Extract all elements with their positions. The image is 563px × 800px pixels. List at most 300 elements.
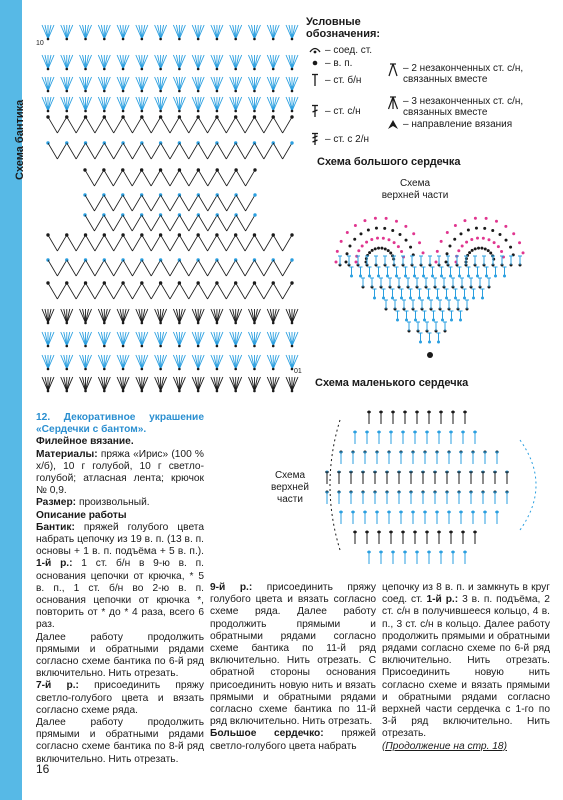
crochet-stitch [189, 170, 198, 186]
crochet-stitch [273, 117, 282, 133]
crochet-stitch [283, 260, 292, 276]
legend-title: Условные обозначения: [306, 16, 381, 40]
chain-stitch [465, 241, 468, 244]
crochet-stitch [264, 143, 273, 159]
continued-link[interactable]: (Продолжение на стр. 18) [382, 740, 507, 752]
chain-stitch [65, 233, 68, 236]
crochet-stitch [189, 117, 198, 133]
chain-stitch [336, 250, 339, 253]
chain-stitch [84, 68, 87, 71]
chain-stitch [216, 90, 219, 93]
crochet-stitch [198, 283, 207, 299]
single-crochet-icon [308, 73, 322, 87]
chain-stitch [178, 345, 181, 348]
chain-stitch [487, 238, 490, 241]
crochet-stitch [132, 235, 141, 251]
chain-stitch [141, 368, 144, 371]
crochet-stitch [208, 235, 217, 251]
heart-instructions-cont: цепочку из 8 в. п. и замкнуть в круг соед. ст. 1-й р.: 3 в. п. подъёма, 2 ст. с/н в получившееся кольцо, 4 в. п., 3 ст. с/н в кольцо. Далее работу продолжить прямыми и обратными рядами согласно схеме по 6-й ряд включительно. Нить отрезать. Присоединить новую нить согласно схеме и вязать прямыми и обратными рядами согласно верхней части сердечка с 1-го по 3-й ряд включительно. Нить отрезать. [382, 582, 550, 740]
big-heart-svg [305, 170, 555, 370]
treble-crochet-icon [308, 132, 322, 146]
chain-stitch [405, 239, 408, 242]
crochet-stitch [142, 170, 151, 186]
chain-stitch [122, 110, 125, 113]
chain-stitch [234, 390, 237, 393]
chain-stitch [178, 68, 181, 71]
chain-stitch [290, 281, 293, 284]
legend-item-three-together: – 3 незаконченных ст. с/н, связанных вместе [386, 96, 523, 118]
chain-stitch [367, 229, 370, 232]
chain-stitch [476, 237, 479, 240]
legend-item-single-crochet: – ст. б/н [308, 73, 361, 87]
materials: Материалы: пряжа «Ирис» (100 % х/б), 10 г голубой, 10 г светло-голубой; атласная лента; крючок № 0,9. [36, 448, 204, 497]
crochet-stitch [179, 283, 188, 299]
chain-stitch [387, 238, 390, 241]
chain-stitch [122, 390, 125, 393]
crochet-stitch [226, 283, 235, 299]
crochet-stitch [264, 260, 273, 276]
crochet-stitch [273, 283, 282, 299]
chain-stitch [290, 233, 293, 236]
crochet-stitch [226, 117, 235, 133]
crochet-stitch [95, 283, 104, 299]
chain-stitch [234, 368, 237, 371]
crochet-stitch [114, 283, 123, 299]
chain-stitch [454, 224, 457, 227]
crochet-stitch [151, 170, 160, 186]
chain-stitch [159, 322, 162, 325]
chain-stitch [141, 345, 144, 348]
chain-stitch [122, 368, 125, 371]
chain-stitch [495, 220, 498, 223]
crochet-stitch [170, 117, 179, 133]
chain-stitch [375, 227, 378, 230]
crochet-stitch [236, 117, 245, 133]
row7-instructions: 7-й р.: присоединить пряжу светло-голубого цвета и вязать согласно схеме ряда. [36, 680, 204, 716]
small-heart-title: Схема маленького сердечка [315, 377, 469, 389]
crochet-stitch [179, 117, 188, 133]
chain-stitch [216, 68, 219, 71]
chain-stitch [291, 68, 294, 71]
crochet-stitch [179, 143, 188, 159]
chain-stitch [103, 90, 106, 93]
chain-stitch [448, 245, 451, 248]
chain-stitch [84, 368, 87, 371]
chain-stitch [216, 110, 219, 113]
chain-stitch [216, 345, 219, 348]
chain-stitch [47, 90, 50, 93]
crochet-stitch [208, 170, 217, 186]
chain-stitch [159, 390, 162, 393]
crochet-stitch [113, 215, 122, 231]
crochet-stitch [123, 143, 132, 159]
bow-row-number-top: 10 [36, 40, 44, 47]
crochet-stitch [189, 260, 198, 276]
chain-stitch [435, 261, 438, 264]
chain-stitch [272, 38, 275, 41]
chain-stitch [393, 241, 396, 244]
chain-stitch [84, 90, 87, 93]
crochet-stitch [67, 117, 76, 133]
crochet-stitch [246, 215, 255, 231]
chain-stitch [141, 390, 144, 393]
chain-stitch [122, 38, 125, 41]
chain-stitch [291, 345, 294, 348]
crochet-stitch [273, 260, 282, 276]
legend-item-direction: – направление вязания [386, 117, 512, 131]
crochet-stitch [142, 143, 151, 159]
chain-stitch [159, 90, 162, 93]
crochet-stitch [264, 117, 273, 133]
chain-stitch [505, 239, 508, 242]
chain-stitch [340, 240, 343, 243]
crochet-stitch [76, 143, 85, 159]
chain-stitch [47, 345, 50, 348]
crochet-stitch [151, 117, 160, 133]
crochet-stitch [217, 143, 226, 159]
crochet-stitch [245, 260, 254, 276]
bow-diagram-label: Схема бантика [14, 99, 26, 180]
crochet-stitch [161, 283, 170, 299]
chain-stitch [159, 368, 162, 371]
chain-stitch [348, 245, 351, 248]
crochet-stitch [226, 235, 235, 251]
chain-stitch [491, 229, 494, 232]
bow-continue-1: Далее работу продолжить прямыми и обратными рядами согласно схеме бантика по 6-й ряд включительно. Нить отрезать. [36, 631, 204, 680]
two-dc-together-icon [386, 63, 400, 77]
section-title: 12. Декоративное украшение «Сердечки с бантом». [36, 412, 204, 436]
chain-stitch [272, 68, 275, 71]
crochet-stitch [198, 117, 207, 133]
chain-stitch [103, 368, 106, 371]
size: Размер: произвольный. [36, 497, 150, 509]
crochet-stitch [161, 143, 170, 159]
chain-stitch [47, 38, 50, 41]
crochet-stitch [189, 235, 198, 251]
chain-stitch [291, 90, 294, 93]
chain-stitch [122, 90, 125, 93]
chain-stitch [459, 232, 462, 235]
chain-stitch [65, 390, 68, 393]
chain-stitch [65, 38, 68, 41]
chain-stitch [253, 345, 256, 348]
chain-stitch [409, 246, 412, 249]
three-dc-together-icon [386, 96, 400, 110]
crochet-stitch [86, 143, 95, 159]
crochet-stitch [273, 143, 282, 159]
chain-stitch [65, 258, 68, 261]
chain-stitch [370, 238, 373, 241]
crochet-stitch [226, 260, 235, 276]
chain-stitch [374, 247, 377, 250]
crochet-stitch [170, 260, 179, 276]
crochet-stitch [198, 215, 207, 231]
chain-stitch [47, 368, 50, 371]
chain-stitch [522, 251, 525, 254]
chain-stitch [103, 38, 106, 41]
crochet-stitch [217, 215, 226, 231]
chain-stitch [84, 390, 87, 393]
crochet-stitch [208, 283, 217, 299]
crochet-stitch [76, 117, 85, 133]
crochet-stitch [104, 143, 113, 159]
crochet-stitch [123, 215, 132, 231]
chain-stitch [512, 232, 515, 235]
crochet-stitch [226, 143, 235, 159]
bow-diagram [30, 15, 302, 395]
chain-stitch [253, 193, 256, 196]
crochet-stitch [161, 170, 170, 186]
crochet-stitch [208, 195, 217, 211]
crochet-stitch [86, 235, 95, 251]
chain-stitch [65, 141, 68, 144]
crochet-stitch [48, 235, 57, 251]
chain-stitch [216, 322, 219, 325]
chain-stitch [504, 225, 507, 228]
chain-stitch [389, 252, 392, 255]
chain-stitch [197, 68, 200, 71]
chain-stitch [65, 68, 68, 71]
crochet-stitch [217, 170, 226, 186]
chain-stitch [412, 232, 415, 235]
chain-stitch [103, 345, 106, 348]
chain-icon [308, 56, 322, 70]
chain-stitch [178, 38, 181, 41]
crochet-stitch [246, 195, 255, 211]
legend-item-treble-crochet: – ст. с 2/н [308, 132, 369, 146]
crochet-stitch [104, 195, 113, 211]
crochet-stitch [151, 283, 160, 299]
crochet-stitch [67, 143, 76, 159]
chain-stitch [290, 115, 293, 118]
crochet-stitch [142, 195, 151, 211]
big-heart-diagram [305, 170, 555, 370]
chain-stitch [234, 68, 237, 71]
chain-stitch [463, 219, 466, 222]
chain-stitch [474, 217, 477, 220]
crochet-stitch [95, 260, 104, 276]
crochet-stitch [217, 195, 226, 211]
text-column-3 [382, 582, 550, 753]
chain-stitch [197, 110, 200, 113]
chain-stitch [290, 258, 293, 261]
chain-stitch [84, 322, 87, 325]
big-heart-note: Схема верхней части [381, 178, 449, 201]
chain-stitch [461, 244, 464, 247]
chain-stitch [291, 368, 294, 371]
chain-stitch [141, 38, 144, 41]
chain-stitch [159, 345, 162, 348]
chain-stitch [253, 213, 256, 216]
crochet-stitch [48, 117, 57, 133]
chain-stitch [272, 90, 275, 93]
chain-stitch [368, 251, 371, 254]
crochet-stitch [217, 260, 226, 276]
crochet-stitch [123, 283, 132, 299]
crochet-stitch [246, 170, 255, 186]
chain-stitch [361, 244, 364, 247]
crochet-stitch [123, 235, 132, 251]
chain-stitch [65, 281, 68, 284]
crochet-stitch [142, 260, 151, 276]
crochet-stitch [236, 260, 245, 276]
chain-stitch [485, 217, 488, 220]
crochet-stitch [189, 143, 198, 159]
chain-stitch [197, 345, 200, 348]
chain-stitch [468, 251, 471, 254]
crochet-stitch [151, 260, 160, 276]
bow-instructions: Бантик: пряжей голубого цвета набрать цепочку из 19 в. п. (13 в. п. основы + 1 в. п. подъёма + 5 в. п.). 1-й р.: 1 ст. б/н в 9-ю в. п. основания цепочки от крючка, * 5 в. п., 1 ст. б/н во 2-ю в. п. основания цепочки от крючка *, повторить от * до * 4 раза, всего 6 раз. [36, 521, 204, 631]
chain-stitch [376, 237, 379, 240]
row9-instructions: 9-й р.: присоединить пряжу голубого цвета и вязать согласно схеме ряда. Далее работу продолжить прямыми и обратными рядами согласно схеме бантика по 11-й ряд включительно. Нить отрезать. С обратной стороны основания присоединить новую нить и вязать прямыми и обратными рядами согласно схеме бантика по 11-й ряд включительно. Нить отрезать. [210, 582, 376, 728]
crochet-stitch [264, 283, 273, 299]
crochet-stitch [104, 170, 113, 186]
chain-stitch [253, 90, 256, 93]
chain-stitch [359, 232, 362, 235]
crochet-stitch [283, 117, 292, 133]
chain-stitch [141, 322, 144, 325]
small-heart-note: Схема верхней части [271, 470, 309, 505]
crochet-stitch [245, 143, 254, 159]
chain-stitch [489, 252, 492, 255]
crochet-stitch [104, 215, 113, 231]
chain-stitch [290, 141, 293, 144]
crochet-stitch [179, 170, 188, 186]
crochet-stitch [151, 195, 160, 211]
chain-stitch [234, 38, 237, 41]
chain-stitch [335, 261, 338, 264]
chain-stitch [363, 219, 366, 222]
crochet-stitch [76, 260, 85, 276]
chain-stitch [365, 241, 368, 244]
big-heart-instructions: Большое сердечко: пряжей светло-голубого цвета набрать [210, 728, 376, 752]
crochet-stitch [208, 143, 217, 159]
crochet-stitch [132, 143, 141, 159]
crochet-stitch [189, 195, 198, 211]
crochet-stitch [254, 260, 263, 276]
crochet-stitch [142, 215, 151, 231]
chain-stitch [178, 390, 181, 393]
crochet-stitch [57, 117, 66, 133]
crochet-stitch [57, 283, 66, 299]
description-heading: Описание работы [36, 509, 127, 521]
chain-stitch [197, 90, 200, 93]
chain-stitch [467, 229, 470, 232]
crochet-stitch [48, 283, 57, 299]
chain-stitch [216, 368, 219, 371]
crochet-stitch [113, 195, 122, 211]
chain-stitch [47, 110, 50, 113]
chain-stitch [404, 225, 407, 228]
chain-stitch [474, 247, 477, 250]
crochet-stitch [227, 170, 236, 186]
chain-stitch [483, 227, 486, 230]
crochet-stitch [170, 215, 179, 231]
chain-stitch [159, 68, 162, 71]
crochet-stitch [179, 195, 188, 211]
direction-arrow-icon [386, 117, 400, 131]
crochet-stitch [114, 117, 123, 133]
chain-stitch [47, 322, 50, 325]
crochet-stitch [236, 283, 245, 299]
chain-stitch [480, 247, 483, 250]
chain-stitch [122, 345, 125, 348]
crochet-stitch [170, 235, 179, 251]
crochet-stitch [227, 195, 236, 211]
chain-stitch [377, 247, 380, 250]
chain-stitch [471, 249, 474, 252]
chain-stitch [272, 345, 275, 348]
crochet-stitch [254, 143, 263, 159]
chain-stitch [427, 352, 433, 358]
crochet-stitch [236, 195, 245, 211]
crochet-stitch [170, 143, 179, 159]
crochet-stitch [161, 235, 170, 251]
crochet-stitch [189, 283, 198, 299]
chain-stitch [509, 246, 512, 249]
chain-stitch [291, 390, 294, 393]
crochet-stitch [123, 170, 132, 186]
chain-stitch [422, 251, 425, 254]
heart-lobe-arc [330, 420, 340, 550]
crochet-stitch [67, 260, 76, 276]
crochet-stitch [254, 283, 263, 299]
crochet-stitch [104, 260, 113, 276]
chain-stitch [47, 390, 50, 393]
chain-stitch [395, 220, 398, 223]
crochet-stitch [217, 283, 226, 299]
chain-stitch [234, 322, 237, 325]
chain-stitch [357, 249, 360, 252]
double-crochet-icon [308, 104, 322, 118]
chain-stitch [398, 233, 401, 236]
crochet-stitch [132, 260, 141, 276]
chain-stitch [253, 322, 256, 325]
crochet-stitch [189, 215, 198, 231]
chain-stitch [272, 322, 275, 325]
crochet-stitch [179, 235, 188, 251]
heart-tip-arc [520, 440, 536, 530]
crochet-stitch [94, 170, 103, 186]
crochet-stitch [283, 283, 292, 299]
crochet-stitch [198, 143, 207, 159]
chain-stitch [84, 38, 87, 41]
crochet-stitch [57, 260, 66, 276]
chain-stitch [253, 110, 256, 113]
crochet-stitch [132, 195, 141, 211]
crochet-stitch [94, 215, 103, 231]
chain-stitch [253, 68, 256, 71]
crochet-stitch [283, 235, 292, 251]
chain-stitch [141, 90, 144, 93]
chain-stitch [272, 110, 275, 113]
chain-stitch [518, 241, 521, 244]
crochet-stitch [86, 283, 95, 299]
crochet-stitch [142, 283, 151, 299]
technique: Филейное вязание. [36, 436, 134, 448]
chain-stitch [355, 261, 358, 264]
crochet-stitch [142, 117, 151, 133]
small-heart-svg [300, 390, 555, 580]
chain-stitch [84, 110, 87, 113]
chain-stitch [122, 68, 125, 71]
chain-stitch [103, 110, 106, 113]
chain-stitch [65, 345, 68, 348]
crochet-stitch [245, 235, 254, 251]
crochet-stitch [114, 235, 123, 251]
crochet-stitch [273, 235, 282, 251]
crochet-stitch [113, 170, 122, 186]
